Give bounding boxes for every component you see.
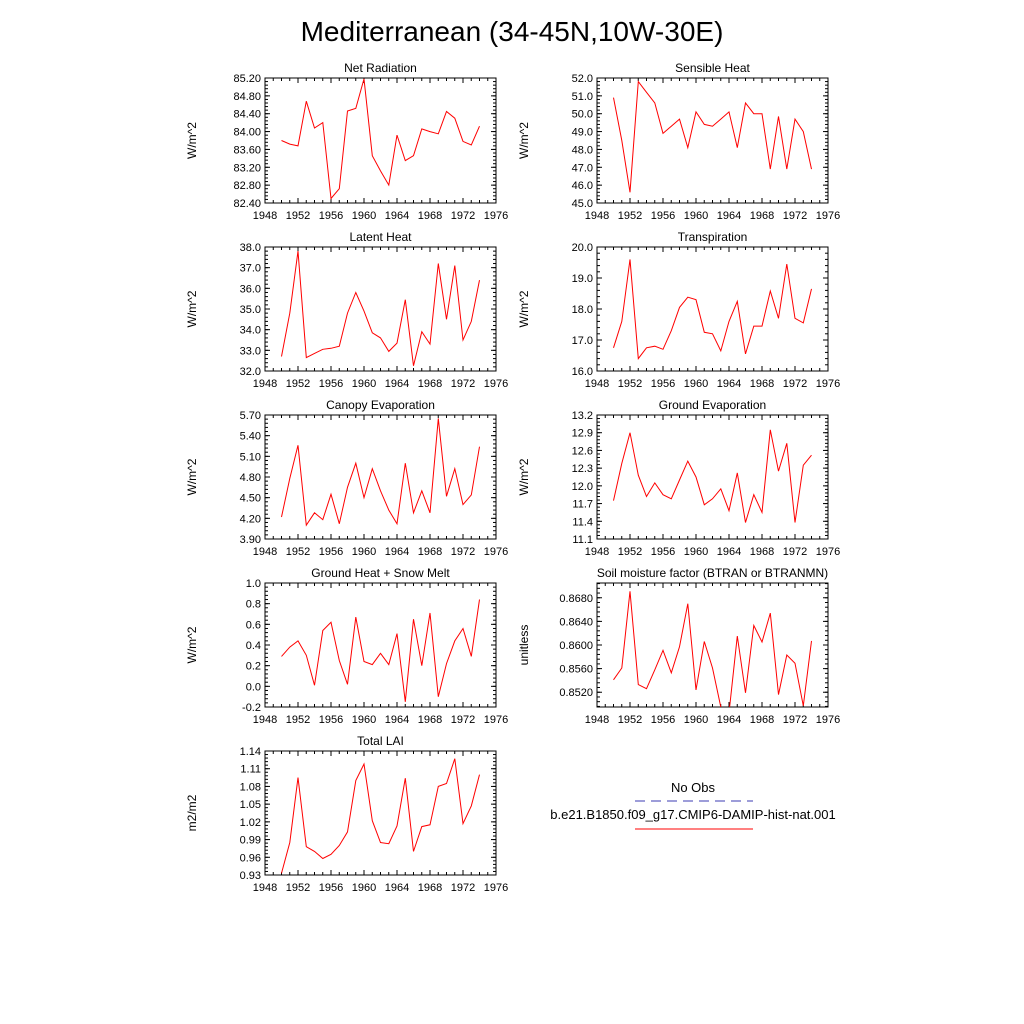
y-tick-label: 0.93	[239, 870, 261, 882]
panel-net-radiation	[185, 61, 508, 222]
x-tick-label: 1960	[683, 546, 709, 558]
x-tick-label: 1948	[252, 210, 278, 222]
x-tick-label: 1964	[384, 210, 410, 222]
x-tick-label: 1964	[716, 546, 742, 558]
y-tick-label: 1.14	[239, 746, 261, 758]
x-tick-label: 1956	[318, 210, 344, 222]
y-tick-label: 84.00	[233, 126, 261, 139]
x-tick-label: 1948	[252, 546, 278, 558]
x-tick-label: 1972	[450, 378, 476, 390]
y-tick-label: 1.02	[239, 816, 261, 829]
y-tick-label: 20.0	[571, 242, 593, 254]
series-line	[282, 418, 480, 525]
x-tick-label: 1956	[650, 378, 676, 390]
y-tick-label: 34.0	[239, 324, 261, 337]
x-tick-label: 1964	[716, 378, 742, 390]
x-tick-label: 1976	[483, 882, 509, 894]
y-tick-label: 18.0	[571, 304, 593, 316]
y-tick-label: 5.40	[239, 430, 261, 443]
x-tick-label: 1960	[683, 378, 709, 390]
x-tick-label: 1960	[351, 378, 377, 390]
y-tick-label: 0.8	[245, 598, 261, 611]
x-tick-label: 1968	[749, 378, 775, 390]
y-tick-label: 48.0	[571, 144, 593, 157]
x-tick-label: 1960	[351, 546, 377, 558]
x-tick-label: 1964	[716, 714, 742, 726]
x-tick-label: 1964	[384, 714, 410, 726]
x-tick-label: 1976	[483, 210, 509, 222]
y-tick-label: 4.80	[239, 472, 261, 484]
series-line	[614, 259, 812, 358]
x-tick-label: 1960	[351, 210, 377, 222]
panel-title: Sensible Heat	[675, 61, 750, 75]
x-tick-label: 1968	[417, 714, 443, 726]
panel-transpiration	[517, 230, 840, 390]
x-tick-label: 1976	[815, 378, 841, 390]
y-tick-label: 35.0	[239, 304, 261, 316]
y-axis-label: W/m^2	[185, 626, 199, 664]
y-tick-label: 17.0	[571, 335, 593, 347]
x-tick-label: 1952	[617, 546, 643, 558]
panel-ground-heat-snow-melt	[185, 566, 508, 726]
x-tick-label: 1952	[617, 714, 643, 726]
x-tick-label: 1952	[285, 882, 311, 894]
x-tick-label: 1952	[285, 210, 311, 222]
x-tick-label: 1964	[716, 210, 742, 222]
y-tick-label: 82.40	[233, 198, 261, 210]
y-tick-label: 13.2	[571, 410, 593, 422]
x-tick-label: 1964	[384, 882, 410, 894]
panel-title: Latent Heat	[349, 230, 412, 244]
y-tick-label: 85.20	[233, 73, 261, 85]
y-tick-label: 4.20	[239, 513, 261, 526]
x-tick-label: 1960	[683, 714, 709, 726]
plot-frame	[265, 78, 496, 203]
y-tick-label: 1.11	[240, 763, 261, 776]
x-tick-label: 1948	[252, 378, 278, 390]
panel-title: Total LAI	[357, 734, 404, 748]
y-tick-label: 83.60	[233, 144, 261, 157]
y-tick-label: 4.50	[239, 492, 261, 505]
y-tick-label: 52.0	[571, 73, 593, 85]
plot-frame	[265, 415, 496, 539]
x-tick-label: 1972	[450, 714, 476, 726]
y-tick-label: 0.6	[245, 619, 261, 632]
y-tick-label: 82.80	[233, 180, 261, 193]
y-tick-label: 5.70	[239, 410, 261, 422]
y-tick-label: 11.7	[572, 498, 593, 511]
y-tick-label: 50.0	[571, 108, 593, 121]
x-tick-label: 1952	[285, 378, 311, 390]
x-tick-label: 1948	[584, 546, 610, 558]
x-tick-label: 1972	[450, 546, 476, 558]
y-tick-label: -0.2	[242, 702, 261, 714]
x-tick-label: 1956	[650, 714, 676, 726]
x-tick-label: 1976	[815, 546, 841, 558]
panel-ground-evaporation	[517, 398, 840, 558]
y-tick-label: 16.0	[571, 366, 593, 378]
y-tick-label: 46.0	[571, 180, 593, 193]
plot-frame	[265, 583, 496, 707]
y-axis-label: W/m^2	[517, 458, 531, 496]
x-tick-label: 1964	[384, 546, 410, 558]
y-tick-label: 3.90	[239, 534, 261, 546]
x-tick-label: 1972	[782, 210, 808, 222]
y-tick-label: 11.4	[572, 516, 593, 529]
panel-title: Soil moisture factor (BTRAN or BTRANMN)	[596, 566, 829, 580]
series-line	[282, 600, 480, 702]
y-axis-label: W/m^2	[185, 290, 199, 328]
panel-soil-moisture-factor-btran-or-btranmn	[517, 566, 840, 726]
y-tick-label: 1.0	[245, 578, 261, 590]
y-tick-label: 0.8680	[559, 592, 593, 605]
y-tick-label: 0.96	[239, 852, 261, 865]
x-tick-label: 1956	[318, 378, 344, 390]
x-tick-label: 1968	[417, 882, 443, 894]
y-axis-label: W/m^2	[185, 122, 199, 159]
x-tick-label: 1952	[617, 378, 643, 390]
x-tick-label: 1956	[650, 546, 676, 558]
x-tick-label: 1952	[285, 546, 311, 558]
y-tick-label: 1.08	[239, 781, 261, 794]
y-tick-label: 32.0	[239, 366, 261, 378]
y-tick-label: 33.0	[239, 345, 261, 358]
x-tick-label: 1960	[351, 882, 377, 894]
x-tick-label: 1968	[749, 714, 775, 726]
y-tick-label: 37.0	[239, 262, 261, 275]
panel-title: Ground Heat + Snow Melt	[311, 566, 450, 580]
x-tick-label: 1956	[318, 882, 344, 894]
series-line	[614, 591, 812, 713]
x-tick-label: 1976	[815, 210, 841, 222]
x-tick-label: 1952	[285, 714, 311, 726]
y-tick-label: 49.0	[571, 126, 593, 139]
y-tick-label: 0.0	[245, 681, 261, 694]
y-tick-label: 47.0	[571, 162, 593, 175]
x-tick-label: 1956	[318, 546, 344, 558]
y-tick-label: 12.6	[571, 445, 593, 458]
y-tick-label: 12.3	[571, 463, 593, 476]
series-line	[614, 82, 812, 193]
y-tick-label: 0.99	[239, 834, 261, 847]
y-tick-label: 12.9	[571, 427, 593, 440]
x-tick-label: 1976	[815, 714, 841, 726]
legend-label-obs: No Obs	[670, 780, 716, 795]
plot-frame	[597, 415, 828, 539]
x-tick-label: 1948	[252, 882, 278, 894]
series-line	[282, 759, 480, 874]
x-tick-label: 1972	[782, 714, 808, 726]
plot-frame	[597, 78, 828, 203]
x-tick-label: 1948	[584, 210, 610, 222]
panel-latent-heat	[185, 230, 508, 390]
y-axis-label: unitless	[517, 624, 531, 666]
x-tick-label: 1968	[417, 210, 443, 222]
panels	[185, 61, 840, 894]
x-tick-label: 1972	[782, 378, 808, 390]
series-line	[282, 79, 480, 199]
panel-title: Ground Evaporation	[658, 398, 767, 412]
y-tick-label: 5.10	[239, 451, 261, 464]
y-tick-label: 84.80	[233, 90, 261, 103]
x-tick-label: 1968	[417, 378, 443, 390]
x-tick-label: 1968	[417, 546, 443, 558]
y-tick-label: 0.8640	[559, 616, 593, 629]
figure-title: Mediterranean (34-45N,10W-30E)	[300, 16, 724, 47]
y-tick-label: 36.0	[239, 283, 261, 296]
series-line	[614, 430, 812, 523]
y-tick-label: 0.8560	[559, 663, 593, 676]
x-tick-label: 1952	[617, 210, 643, 222]
x-tick-label: 1968	[749, 210, 775, 222]
y-axis-label: W/m^2	[185, 458, 199, 496]
x-tick-label: 1972	[450, 882, 476, 894]
y-tick-label: 83.20	[233, 162, 261, 175]
x-tick-label: 1968	[749, 546, 775, 558]
x-tick-label: 1972	[450, 210, 476, 222]
y-tick-label: 0.8520	[559, 687, 593, 700]
x-tick-label: 1956	[318, 714, 344, 726]
y-tick-label: 11.1	[572, 534, 593, 546]
y-tick-label: 0.2	[245, 660, 261, 673]
panel-title: Transpiration	[677, 230, 748, 244]
x-tick-label: 1960	[683, 210, 709, 222]
x-tick-label: 1972	[782, 546, 808, 558]
series-line	[282, 251, 480, 366]
x-tick-label: 1976	[483, 714, 509, 726]
plot-frame	[597, 583, 828, 707]
y-tick-label: 38.0	[239, 242, 261, 254]
y-tick-label: 12.0	[571, 480, 593, 493]
y-tick-label: 0.4	[245, 640, 261, 652]
y-tick-label: 45.0	[571, 198, 593, 210]
x-tick-label: 1948	[584, 714, 610, 726]
x-tick-label: 1948	[252, 714, 278, 726]
y-tick-label: 1.05	[239, 799, 261, 812]
panel-canopy-evaporation	[185, 398, 508, 558]
panel-sensible-heat	[517, 61, 840, 222]
y-axis-label: m2/m2	[185, 794, 199, 832]
x-tick-label: 1976	[483, 378, 509, 390]
x-tick-label: 1960	[351, 714, 377, 726]
y-axis-label: W/m^2	[517, 122, 531, 159]
x-tick-label: 1976	[483, 546, 509, 558]
x-tick-label: 1964	[384, 378, 410, 390]
y-tick-label: 84.40	[233, 108, 261, 121]
y-tick-label: 0.8600	[559, 640, 593, 652]
plot-frame	[265, 247, 496, 371]
y-tick-label: 19.0	[571, 273, 593, 285]
panel-total-lai	[185, 734, 508, 894]
panel-title: Net Radiation	[344, 61, 417, 75]
legend-label-model: b.e21.B1850.f09_g17.CMIP6-DAMIP-hist-nat.001	[550, 807, 836, 822]
x-tick-label: 1948	[584, 378, 610, 390]
panel-title: Canopy Evaporation	[326, 398, 435, 412]
y-tick-label: 51.0	[571, 90, 593, 103]
y-axis-label: W/m^2	[517, 290, 531, 328]
legend	[550, 780, 835, 829]
x-tick-label: 1956	[650, 210, 676, 222]
